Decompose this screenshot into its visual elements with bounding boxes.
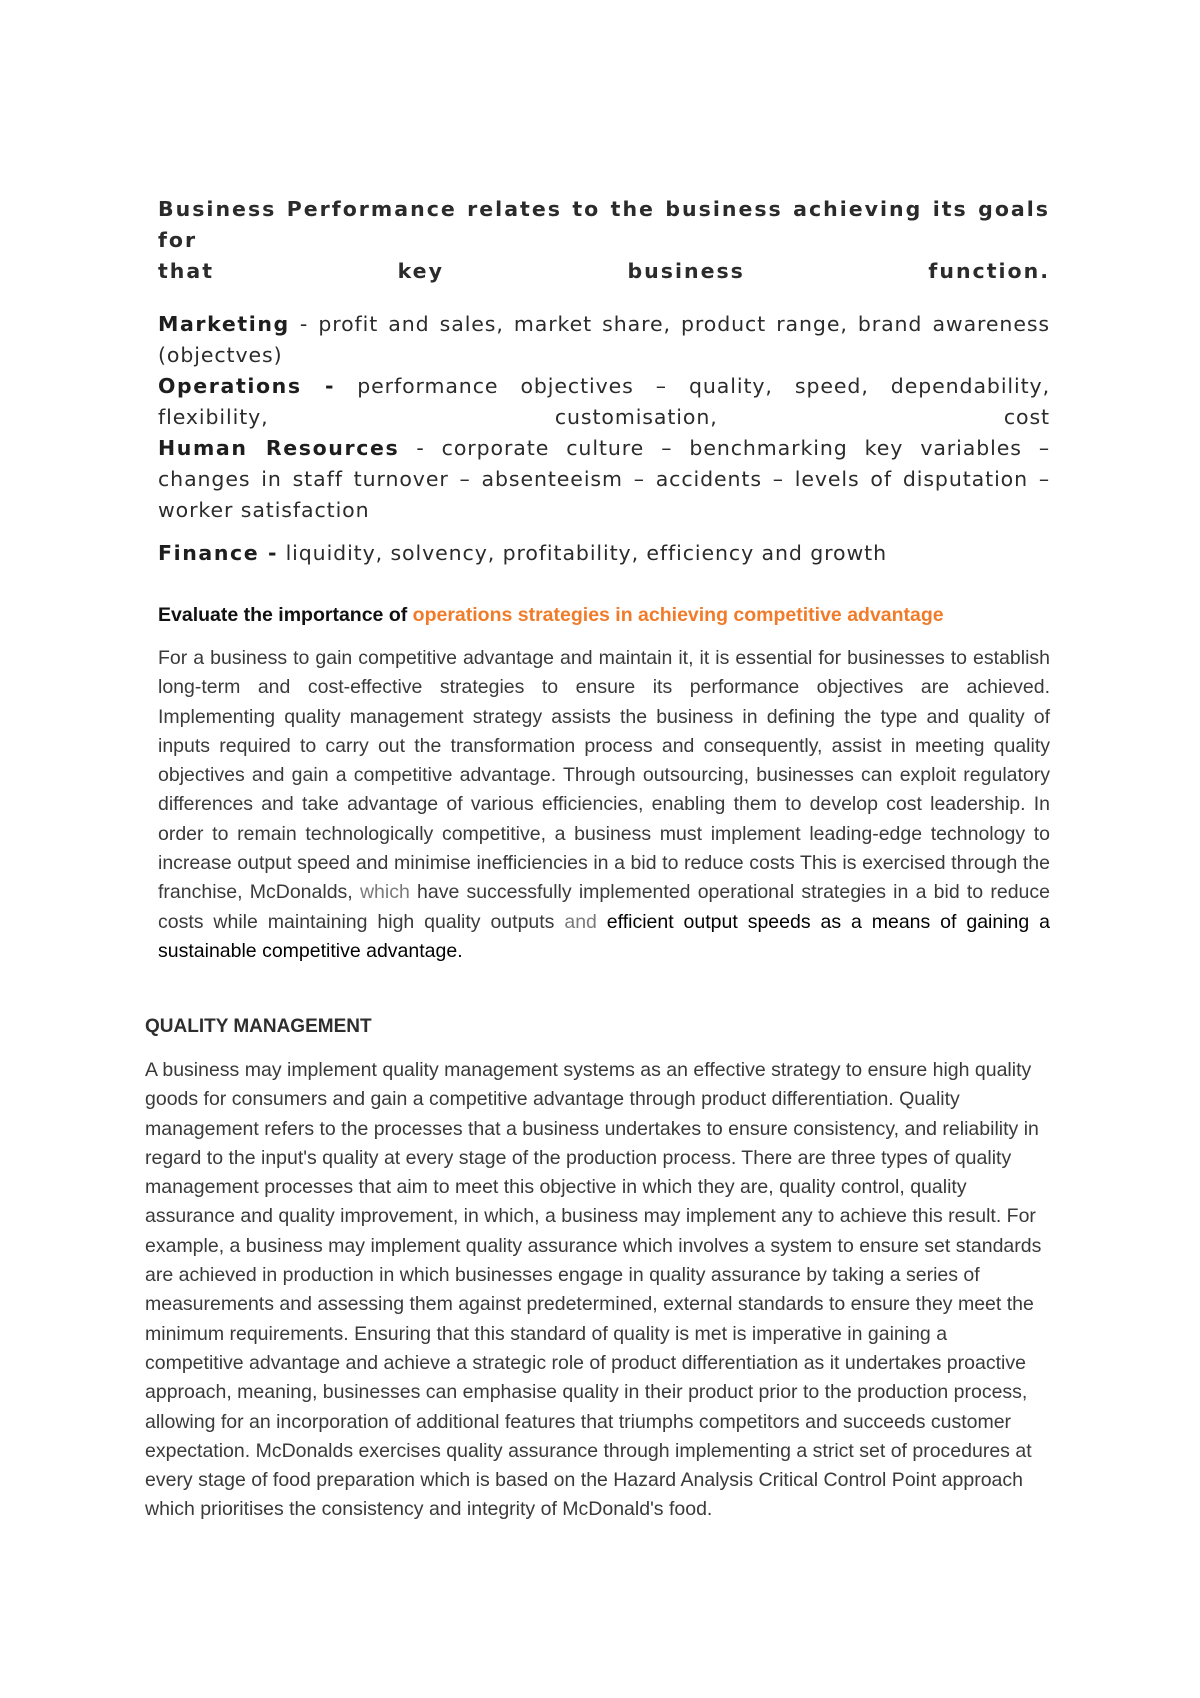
marketing-label: Marketing <box>158 312 290 336</box>
marketing-text: - profit and sales, market share, product range, brand awareness (objectves) <box>158 312 1050 367</box>
operations-text: performance objectives – quality, speed, dependability, flexibility, customisation, cost <box>158 374 1050 429</box>
operations-label: Operations - <box>158 374 336 398</box>
evaluate-section <box>158 600 1050 966</box>
operations-paragraph <box>158 371 1050 433</box>
evaluate-heading-highlight: operations strategies in achieving competitive advantage <box>412 604 944 626</box>
intro-line-1: Business Performance relates to the business achieving its goals for <box>158 197 1050 252</box>
evaluate-body-end: efficient output speeds as a means of gaining a sustainable competitive advantage. <box>158 910 1050 962</box>
evaluate-body-mid: have successfully implemented operational strategies in a bid to reduce costs while maintaining high quality outputs <box>158 881 1050 933</box>
quality-management-section <box>145 1012 1050 1525</box>
intro-line-2-text: that key business function. <box>158 259 1050 283</box>
evaluate-body-main: For a business to gain competitive advantage and maintain it, it is essential for businesses to establish long-term and cost-effective strategies to ensure its performance objectives are achieved. Implementing quality management strategy assists the business in defining the type and quality of inputs required to carry out the transformation process and consequently, assist in meeting quality objectives and gain a competitive advantage. Through outsourcing, businesses can exploit regulatory differences and take advantage of various efficiencies, enabling them to develop cost leadership. In order to remain technologically competitive, a business must implement leading-edge technology to increase output speed and minimise inefficiencies in a bid to reduce costs This is exercised through the franchise, McDonalds, <box>158 647 1050 904</box>
hr-label: Human Resources <box>158 436 400 460</box>
evaluate-body <box>158 644 1050 966</box>
quality-body: A business may implement quality management systems as an effective strategy to ensure high quality goods for consumers and gain a competitive advantage through product differentiation. Quality management refers to the processes that a business undertakes to ensure consistency, and reliability in regard to the input's quality at every stage of the production process. There are three types of quality management processes that aim to meet this objective in which they are, quality control, quality assurance and quality improvement, in which, a business may implement any to achieve this result. For example, a business may implement quality assurance which involves a system to ensure set standards are achieved in production in which businesses engage in quality assurance by taking a series of measurements and assessing them against predetermined, external standards to ensure they meet the minimum requirements. Ensuring that this standard of quality is met is imperative in gaining a competitive advantage and achieve a strategic role of product differentiation as it undertakes proactive approach, meaning, businesses can emphasise quality in their product prior to the production process, allowing for an incorporation of additional features that triumphs competitors and succeeds customer expectation. McDonalds exercises quality assurance through implementing a strict set of procedures at every stage of food preparation which is based on the Hazard Analysis Critical Control Point approach which prioritises the consistency and integrity of McDonald's food. <box>145 1059 1042 1521</box>
finance-paragraph <box>158 538 1050 569</box>
quality-heading: QUALITY MANAGEMENT <box>145 1016 372 1037</box>
business-performance-section <box>158 194 1050 569</box>
hr-paragraph <box>158 433 1050 526</box>
marketing-paragraph <box>158 309 1050 371</box>
finance-text: liquidity, solvency, profitability, efficiency and growth <box>278 541 887 565</box>
hr-text: - corporate culture – benchmarking key variables – changes in staff turnover – absenteeism – accidents – levels of disputation – worker satisfaction <box>158 436 1051 522</box>
evaluate-heading-prefix: Evaluate the importance of <box>158 604 413 626</box>
evaluate-heading <box>158 600 1050 630</box>
evaluate-body-grey-2: and <box>564 910 597 933</box>
finance-label: Finance - <box>158 541 279 565</box>
intro-line-2 <box>158 256 1050 287</box>
evaluate-body-grey-1: which <box>359 881 410 904</box>
